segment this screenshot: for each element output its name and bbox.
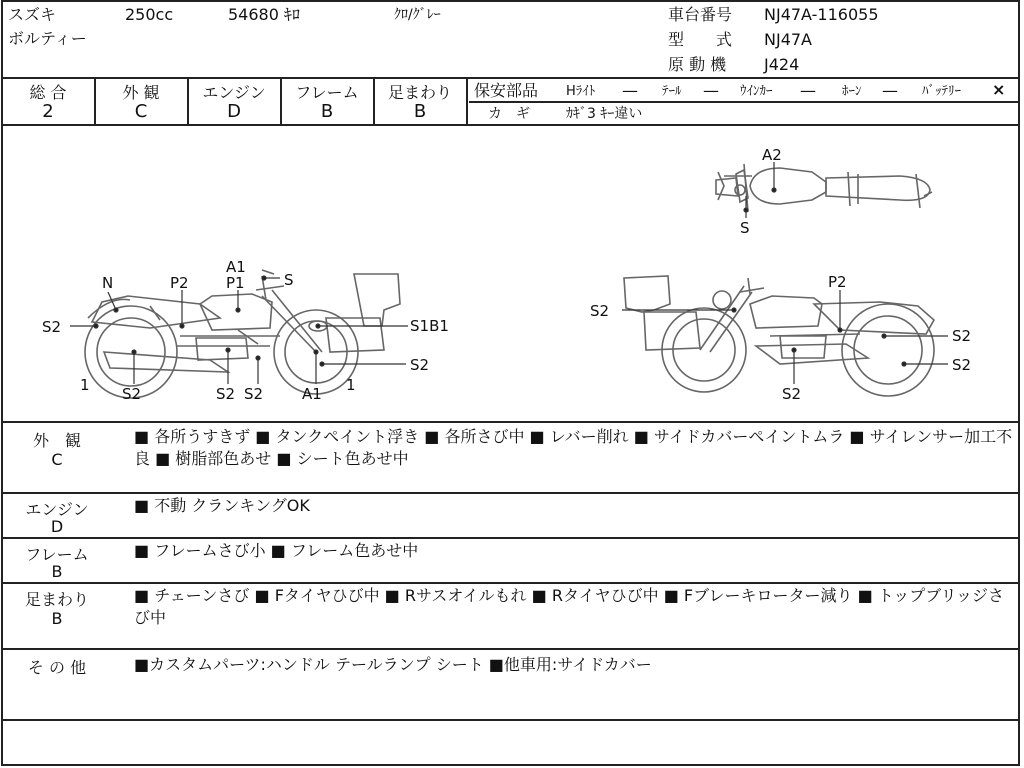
divider [466, 77, 468, 125]
damage-label: S2 [122, 385, 142, 403]
bike-top-view [716, 164, 932, 212]
grade-header-exterior: 外 観 [122, 83, 160, 102]
frame-no: NJ47A-116055 [764, 5, 879, 24]
safety-item-battery: ﾊﾞｯﾃﾘｰ [922, 84, 961, 99]
frame-no-label: 車台番号 [668, 5, 733, 24]
grade-engine: D [227, 101, 241, 122]
key-value: ｶｷﾞ3 ｷｰ違い [566, 106, 643, 122]
damage-label: S2 [216, 385, 236, 403]
safety-item-winker: ｳｲﾝｶｰ [740, 84, 773, 99]
engine-label: 原 動 機 [668, 55, 727, 74]
safety-item-headlight: Hﾗｲﾄ [566, 84, 596, 99]
model-code-label: 型 式 [668, 30, 733, 49]
safety-label: 保安部品 [474, 81, 539, 100]
divider [469, 101, 1020, 103]
safety-status-headlight: — [622, 81, 638, 100]
divider [1, 582, 1020, 584]
notes-label: 足まわり [24, 590, 89, 609]
notes-grade: D [50, 517, 64, 536]
notes-text: ■ 各所うすきず ■ タンクペイント浮き ■ 各所さび中 ■ レバー削れ ■ サイドカバーペイントムラ ■ サイレンサー加工不良 ■ 樹脂部色あせ ■ シート色あせ中 [134, 427, 1013, 468]
divider [1, 421, 1020, 423]
damage-label: S1B1 [410, 317, 449, 335]
damage-label: S2 [952, 327, 972, 345]
grade-header-engine: エンジン [202, 83, 266, 102]
damage-label: P2 [828, 273, 847, 291]
maker: スズキ [8, 5, 57, 24]
damage-label: A2 [762, 146, 782, 164]
notes-grade: B [51, 562, 63, 581]
key-label: カ ギ [488, 106, 530, 122]
damage-label: S2 [410, 356, 430, 374]
damage-label: A1 [302, 385, 322, 403]
safety-status-winker: — [800, 81, 816, 100]
notes-text: ■ フレームさび小 ■ フレーム色あせ中 [134, 541, 419, 560]
body-color: ｸﾛ/ｸﾞﾚｰ [394, 7, 441, 23]
damage-label: A1 [226, 258, 246, 276]
damage-label: N [102, 274, 114, 292]
notes-label: フレーム [25, 545, 89, 564]
notes-grade: C [51, 450, 63, 469]
damage-label: S2 [952, 356, 972, 374]
mileage: 54680 ｷﾛ [228, 5, 300, 24]
safety-status-tail: — [703, 81, 719, 100]
grade-overall: 2 [42, 101, 54, 122]
divider [1, 492, 1020, 494]
safety-item-tail: ﾃｰﾙ [662, 84, 682, 99]
notes-label: 外 観 [32, 431, 81, 450]
divider [1, 719, 1020, 721]
damage-diagram [0, 126, 1020, 422]
divider [1, 77, 1020, 79]
model-code: NJ47A [764, 30, 812, 49]
damage-label: S2 [244, 385, 264, 403]
grade-frame: B [320, 101, 334, 122]
notes-text: ■ チェーンさび ■ Fタイヤひび中 ■ Rサスオイルもれ ■ Rタイヤひび中 ■ Fブレーキローター減り ■ トップブリッジさび中 [134, 586, 1005, 627]
grade-header-overall: 総 合 [29, 83, 67, 102]
notes-text: ■カスタムパーツ:ハンドル テールランプ シート ■他車用:サイドカバー [134, 655, 652, 674]
safety-item-horn: ﾎｰﾝ [842, 84, 862, 99]
grade-exterior: C [134, 101, 148, 122]
notes-text: ■ 不動 クランキングOK [134, 496, 310, 515]
notes-grade: B [51, 609, 63, 628]
notes-label: エンジン [25, 500, 89, 519]
damage-label: S2 [590, 302, 610, 320]
model-name: ボルティー [8, 29, 87, 48]
damage-label: S2 [42, 318, 62, 336]
divider [1, 537, 1020, 539]
damage-label: 1 [80, 376, 90, 394]
grade-header-suspension: 足まわり [387, 83, 452, 102]
displacement: 250cc [125, 5, 174, 24]
grade-suspension: B [413, 101, 427, 122]
divider [1, 648, 1020, 650]
engine-code: J424 [764, 55, 800, 74]
damage-label: S [284, 271, 294, 289]
damage-label: S [740, 219, 750, 237]
notes-label: そ の 他 [27, 658, 87, 677]
safety-status-battery: × [992, 80, 1006, 99]
damage-label: S2 [782, 385, 802, 403]
damage-label: P2 [170, 274, 189, 292]
damage-label: P1 [226, 274, 245, 292]
damage-label: 1 [346, 376, 356, 394]
grade-header-frame: フレーム [295, 83, 359, 102]
safety-status-horn: — [882, 81, 898, 100]
